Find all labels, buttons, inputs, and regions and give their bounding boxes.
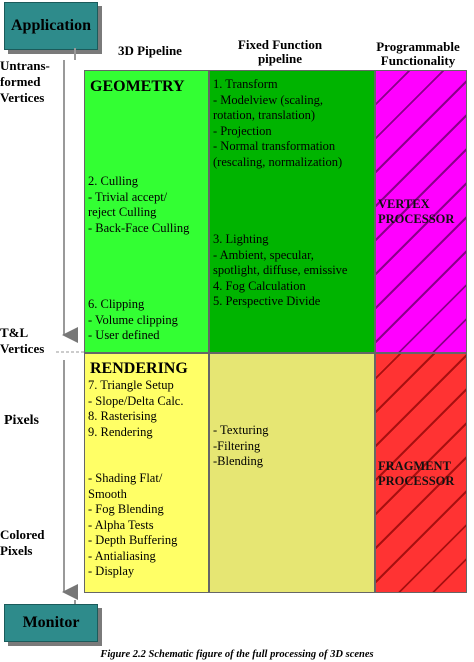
monitor-box [4, 604, 98, 642]
fixed-transform-text: 1. Transform - Modelview (scaling, rotation, translation) - Projection - Normal transformation (rescaling, normalization) [213, 77, 343, 169]
label-colored-pixels: Colored Pixels [0, 527, 45, 558]
rendering-shading-text: - Shading Flat/ Smooth - Fog Blending - Alpha Tests - Depth Buffering - Antialiasing - Display [88, 471, 178, 578]
header-3d-pipeline: 3D Pipeline [118, 43, 182, 58]
geometry-culling-text: 2. Culling - Trivial accept/ reject Culling - Back-Face Culling [88, 174, 190, 235]
rendering-title: RENDERING [90, 360, 188, 377]
fixed-rendering-text: - Texturing -Filtering -Blending [213, 423, 269, 468]
header-fixed-function: Fixed Function pipeline [237, 37, 323, 66]
fixed-rendering-cell [209, 353, 375, 593]
fragment-processor-label: FRAGMENT PROCESSOR [378, 459, 455, 488]
geometry-title: GEOMETRY [90, 78, 185, 95]
header-programmable: Programmable Functionality [376, 39, 460, 68]
fixed-lighting-text: 3. Lighting - Ambient, specular, spotlight, diffuse, emissive 4. Fog Calculation 5. Perspective Divide [213, 232, 348, 308]
vertex-processor-label: VERTEX PROCESSOR [378, 197, 455, 226]
label-untransformed-vertices: Untrans- formed Vertices [0, 58, 50, 105]
geometry-clipping-text: 6. Clipping - Volume clipping - User defined [88, 297, 178, 342]
application-label: Application [10, 17, 91, 34]
monitor-label: Monitor [22, 614, 80, 631]
rendering-steps-text: 7. Triangle Setup - Slope/Delta Calc. 8. Rasterising 9. Rendering [88, 378, 184, 439]
label-tl-vertices: T&L Vertices [0, 325, 45, 356]
label-pixels: Pixels [4, 413, 39, 428]
figure-caption: Figure 2.2 Schematic figure of the full processing of 3D scenes [100, 649, 374, 660]
